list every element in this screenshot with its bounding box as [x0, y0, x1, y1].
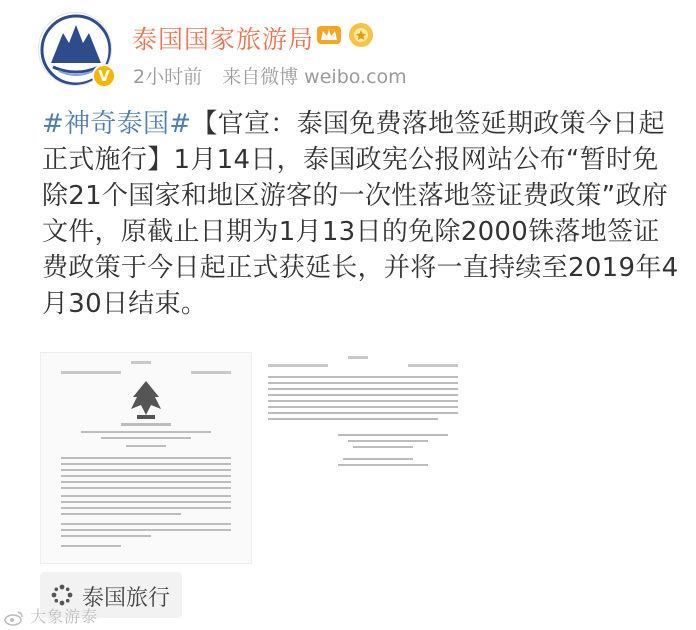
post-meta	[133, 62, 421, 89]
watermark	[4, 604, 98, 627]
document-image-2[interactable]	[258, 352, 468, 482]
verified-v-icon: V	[92, 64, 116, 88]
weibo-logo-icon	[4, 610, 24, 626]
document-scan-image	[41, 353, 251, 563]
topic-tag-label: 泰国旅行	[82, 586, 171, 611]
post-text	[42, 106, 682, 322]
watermark-text: 大象游泰	[30, 607, 99, 626]
document-image-1[interactable]	[40, 352, 252, 564]
document-scan-image	[258, 352, 468, 482]
medal-icon[interactable]	[346, 20, 376, 50]
account-name[interactable]: 泰国国家旅游局	[132, 25, 315, 54]
vip-crown-icon[interactable]	[314, 20, 344, 50]
post-body: 【官宣：泰国免费落地签延期政策今日起正式施行】1月14日，泰国政宪公报网站公布“暂时免除21个国家和地区游客的一次性落地签证费政策”政府文件，原截止日期为1月13日的免除2000铢落地签证费政策于今日起正式获延长，并将一直持续至2019年4月30日结束。	[42, 109, 679, 319]
hashtag-link[interactable]: #神奇泰国#	[42, 109, 192, 139]
post-source[interactable]: 来自微博 weibo.com	[222, 66, 407, 88]
post-time: 2小时前	[133, 66, 203, 88]
